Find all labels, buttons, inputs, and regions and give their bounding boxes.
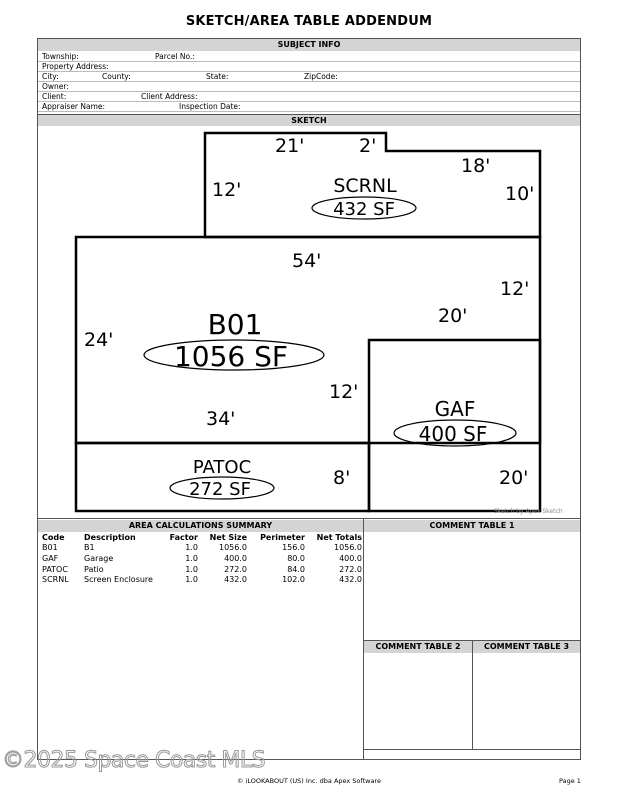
page-title: SKETCH/AREA TABLE ADDENDUM [185, 14, 433, 29]
col-net-totals: Net Totals [316, 533, 362, 542]
table-cell: 1.0 [185, 543, 198, 552]
area-code-gaf: GAF [434, 397, 476, 421]
county-label: County: [102, 72, 131, 81]
table-cell: 1056.0 [219, 543, 247, 552]
dim-b01-34: 34' [206, 408, 236, 430]
col-code: Code [42, 533, 65, 542]
col-description: Description [84, 533, 136, 542]
parcel-label: Parcel No.: [155, 52, 195, 61]
footer-copyright: © iLOOKABOUT (US) Inc. dba Apex Software [237, 777, 381, 785]
table-cell: 156.0 [282, 543, 305, 552]
comment-divider-vertical [472, 641, 473, 749]
dim-b01-54: 54' [292, 250, 322, 272]
table-cell: 1.0 [185, 554, 198, 563]
area-code-b01: B01 [207, 308, 263, 341]
appraiser-label: Appraiser Name: [42, 102, 106, 111]
table-cell: B01 [42, 543, 58, 552]
area-size-scrnl: 432 SF [333, 199, 395, 220]
table-cell: Patio [84, 565, 104, 574]
dim-scrnl-21: 21' [275, 135, 305, 157]
col-net-size: Net Size [209, 533, 247, 542]
dim-scrnl-12: 12' [212, 179, 242, 201]
table-cell: PATOC [42, 565, 68, 574]
table-cell: 1.0 [185, 575, 198, 584]
sketch-header: SKETCH [38, 114, 580, 126]
city-label: City: [42, 72, 59, 81]
state-label: State: [206, 72, 229, 81]
col-perimeter: Perimeter [260, 533, 305, 542]
table-cell: 432.0 [339, 575, 362, 584]
table-cell: 400.0 [339, 554, 362, 563]
area-table [38, 533, 363, 593]
comment-table-3-header: COMMENT TABLE 3 [473, 641, 580, 653]
sketch-area [38, 126, 580, 519]
table-cell: GAF [42, 554, 59, 563]
table-cell: 1056.0 [334, 543, 362, 552]
comment-table-1-header: COMMENT TABLE 1 [364, 520, 580, 532]
table-cell: 80.0 [287, 554, 305, 563]
subject-row-4 [38, 82, 580, 92]
table-cell: 272.0 [224, 565, 247, 574]
area-summary-header: AREA CALCULATIONS SUMMARY [38, 520, 363, 532]
area-size-b01: 1056 SF [173, 340, 289, 373]
subject-row-3 [38, 72, 580, 82]
watermark: ©2025 Space Coast MLS [2, 748, 266, 773]
dim-scrnl-2: 2' [359, 135, 377, 157]
dim-gaf-20: 20' [499, 467, 529, 489]
dim-scrnl-18: 18' [461, 155, 491, 177]
table-cell: 272.0 [339, 565, 362, 574]
subject-row-6 [38, 102, 580, 112]
client-label: Client: [42, 92, 67, 101]
table-cell: 102.0 [282, 575, 305, 584]
subject-row-1 [38, 52, 580, 62]
area-size-gaf: 400 SF [418, 422, 488, 446]
col-factor: Factor [169, 533, 198, 542]
inspection-date-label: Inspection Date: [179, 102, 241, 111]
client-address-label: Client Address: [141, 92, 198, 101]
page-number: Page 1 [559, 777, 581, 785]
subject-row-2 [38, 62, 580, 72]
dim-patoc-8: 8' [333, 467, 351, 489]
table-cell: 400.0 [224, 554, 247, 563]
dim-b01-12m: 12' [329, 381, 359, 403]
dim-b01-12r: 12' [500, 278, 530, 300]
township-label: Township: [42, 52, 79, 61]
table-cell: SCRNL [42, 575, 69, 584]
floor-plan-svg [38, 126, 580, 519]
table-cell: 432.0 [224, 575, 247, 584]
area-code-patoc: PATOC [192, 457, 252, 478]
comment-table-2-header: COMMENT TABLE 2 [364, 641, 472, 653]
sketch-credit: Sketch by Apex Sketch [494, 508, 563, 515]
zipcode-label: ZipCode: [304, 72, 338, 81]
dim-b01-24: 24' [84, 329, 114, 351]
dim-b01-20: 20' [438, 305, 468, 327]
property-address-label: Property Address: [42, 62, 109, 71]
table-cell: Garage [84, 554, 114, 563]
dim-scrnl-10: 10' [505, 183, 535, 205]
area-size-patoc: 272 SF [189, 479, 251, 500]
table-cell: Screen Enclosure [84, 575, 153, 584]
table-cell: B1 [84, 543, 95, 552]
owner-label: Owner: [42, 82, 69, 91]
comment-bottom-line [364, 749, 580, 750]
subject-row-5 [38, 92, 580, 102]
table-cell: 1.0 [185, 565, 198, 574]
subject-info-header: SUBJECT INFO [38, 39, 580, 51]
table-cell: 84.0 [287, 565, 305, 574]
area-code-scrnl: SCRNL [333, 175, 397, 197]
